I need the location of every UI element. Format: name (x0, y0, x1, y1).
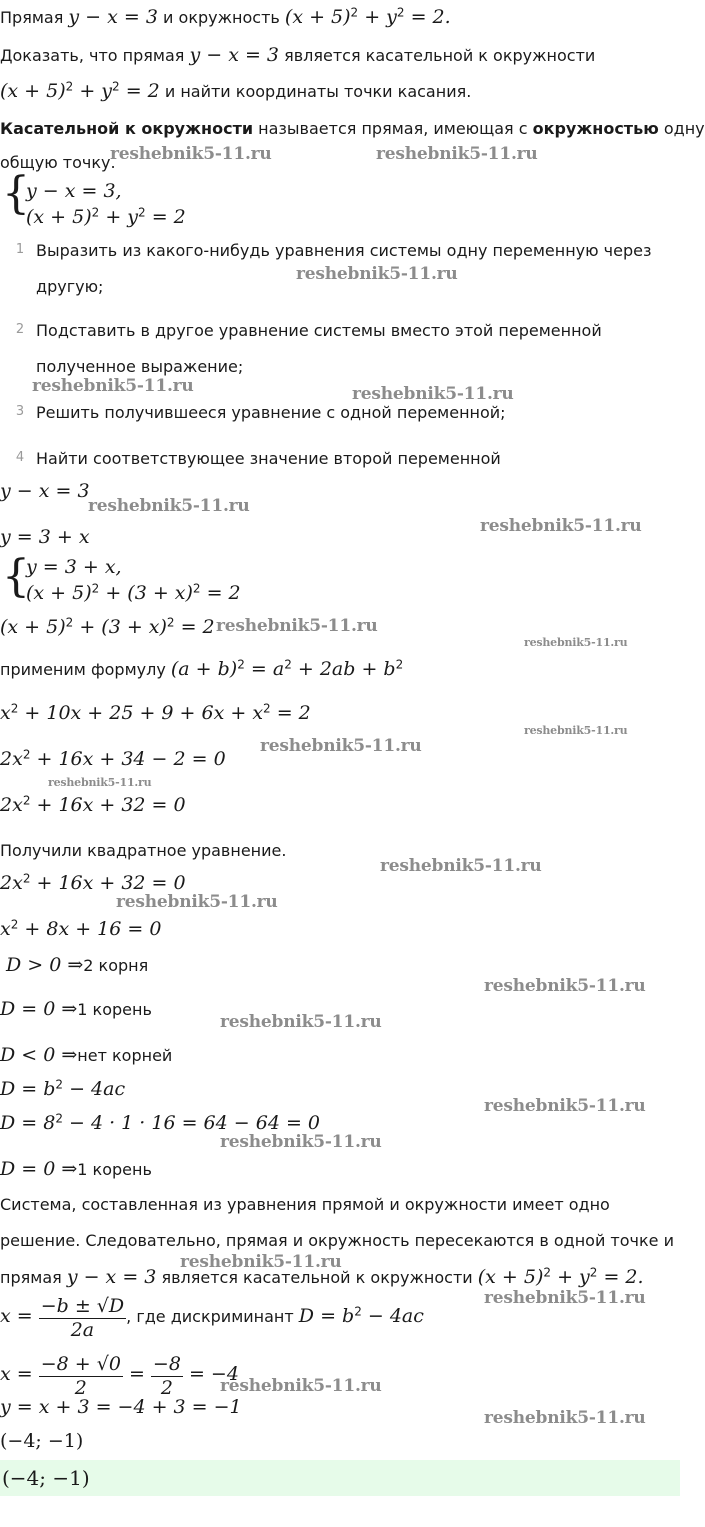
watermark: reshebnik5-11.ru (116, 892, 278, 912)
equation: $x^2 + 8x + 16 = 0$ (0, 917, 162, 940)
watermark: reshebnik5-11.ru (180, 1252, 342, 1272)
conclusion: прямая y − x = 3 является касательной к окружности $(x + 5)^2 + y^2 = 2$. (0, 1265, 644, 1288)
formula: применим формулу $(a + b)^2 = a^2 + 2ab + b^2$ (0, 657, 404, 680)
watermark: reshebnik5-11.ru (48, 776, 152, 789)
equation: $2x^2 + 16x + 34 - 2 = 0$ (0, 747, 226, 770)
watermark: reshebnik5-11.ru (216, 616, 378, 636)
definition: Касательной к окружности называется прямая, имеющая с окружностью одну (0, 119, 705, 138)
watermark: reshebnik5-11.ru (524, 636, 628, 649)
discriminant-rule: D = 0 ⇒1 корень (0, 1158, 152, 1180)
watermark: reshebnik5-11.ru (220, 1012, 382, 1032)
watermark: reshebnik5-11.ru (352, 384, 514, 404)
watermark: reshebnik5-11.ru (220, 1376, 382, 1396)
watermark: reshebnik5-11.ru (110, 144, 272, 164)
answer: (−4; −1) (2, 1466, 90, 1490)
equation: $2x^2 + 16x + 32 = 0$ (0, 793, 186, 816)
note: Получили квадратное уравнение. (0, 841, 287, 860)
watermark: reshebnik5-11.ru (32, 376, 194, 396)
discriminant-rule: D < 0 ⇒нет корней (0, 1044, 173, 1066)
answer-box (0, 1460, 680, 1496)
watermark: reshebnik5-11.ru (484, 1408, 646, 1428)
watermark: reshebnik5-11.ru (296, 264, 458, 284)
watermark: reshebnik5-11.ru (380, 856, 542, 876)
watermark: reshebnik5-11.ru (220, 1132, 382, 1152)
watermark: reshebnik5-11.ru (484, 1096, 646, 1116)
discriminant-rule: D > 0 ⇒2 корня (6, 954, 149, 976)
root-formula: x = $\frac{-b \pm √D}{2a}$ , где дискриминант $D = b^2 - 4ac$ (0, 1295, 424, 1341)
watermark: reshebnik5-11.ru (484, 1288, 646, 1308)
watermark: reshebnik5-11.ru (484, 976, 646, 996)
watermark: reshebnik5-11.ru (376, 144, 538, 164)
brace-icon: { (2, 168, 30, 219)
equation: $x^2 + 10x + 25 + 9 + 6x + x^2 = 2$ (0, 701, 311, 724)
equation: y = x + 3 = −4 + 3 = −1 (0, 1396, 242, 1418)
watermark: reshebnik5-11.ru (260, 736, 422, 756)
equation: $D = 8^2 - 4 \cdot 1 \cdot 16 = 64 - 64 = 0$ (0, 1111, 320, 1134)
watermark: reshebnik5-11.ru (88, 496, 250, 516)
equation: y = 3 + x (0, 526, 90, 548)
root-calc: x = $\frac{-8 + √0}{2}$ = $\frac{-8}{2}$ = −4 (0, 1353, 239, 1399)
equation: $D = b^2 - 4ac$ (0, 1077, 126, 1100)
brace-icon: { (2, 551, 30, 602)
watermark: reshebnik5-11.ru (524, 724, 628, 737)
equation: $(x + 5)^2 + (3 + x)^2 = 2$ (0, 615, 215, 638)
problem-task: Доказать, что прямая y − x = 3 является касательной к окружности (0, 44, 596, 66)
equation: $2x^2 + 16x + 32 = 0$ (0, 871, 186, 894)
problem-task-cont: $(x + 5)^2 + y^2 = 2$ и найти координаты точки касания. (0, 79, 472, 102)
conclusion: Система, составленная из уравнения прямой и окружности имеет одно (0, 1195, 610, 1214)
conclusion: решение. Следовательно, прямая и окружность пересекаются в одной точке и (0, 1231, 674, 1250)
problem-title: Прямая y − x = 3 и окружность $(x + 5)^2 + y^2 = 2$. (0, 5, 451, 28)
equation: y − x = 3 (0, 480, 90, 502)
watermark: reshebnik5-11.ru (480, 516, 642, 536)
definition-cont: общую точку. (0, 153, 116, 172)
discriminant-rule: D = 0 ⇒1 корень (0, 998, 152, 1020)
point: (−4; −1) (0, 1430, 84, 1452)
